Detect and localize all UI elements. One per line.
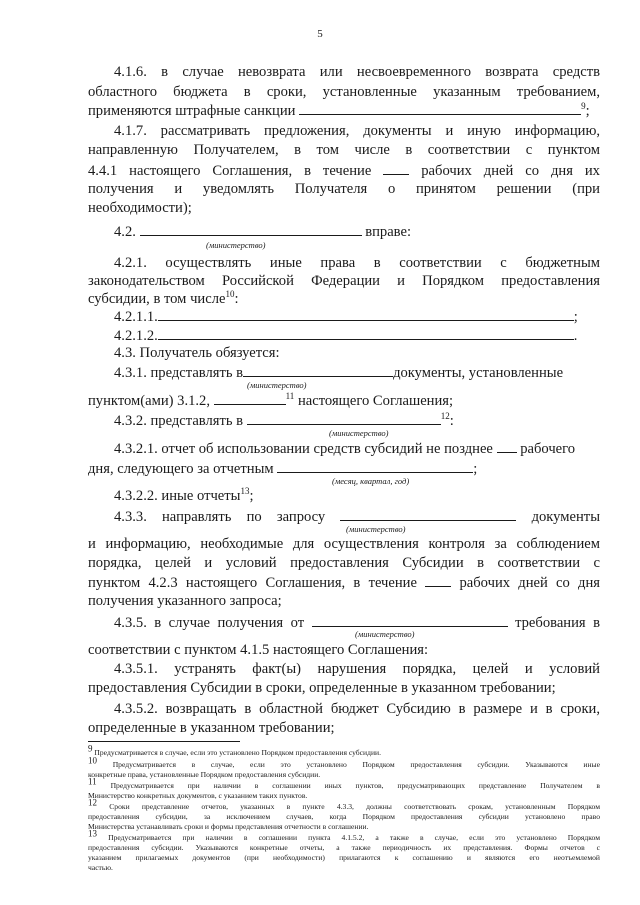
clause-4-2-number: 4.2.: [114, 224, 136, 240]
footnote-13-line-3: указанием прилагаемых документов (при необходимости) прилагаются к соглашению и являются его неотъемлемой: [88, 853, 600, 862]
clause-4-3-1-line-2: [88, 392, 600, 409]
ministry-blank-3: [247, 412, 441, 425]
footnote-ref-11: 11: [285, 391, 295, 402]
footnote-ref-13: 13: [240, 486, 250, 497]
ministry-blank-2: [243, 364, 393, 377]
footnote-12-line-1: Сроки представление отчетов, указанных в пункте 4.3.3, должны соответствовать срокам, установленным Порядком: [109, 802, 600, 811]
clause-4-1-6-line-2: областного бюджета в сроки, установленные указанным требованием,: [88, 84, 600, 100]
clause-4-3-2-text: 4.3.2. представлять в: [114, 413, 244, 429]
ministry-caption-4: (министерство): [346, 524, 406, 534]
punct: .: [573, 328, 578, 344]
clause-4-3-1-text-c: пунктом(ами) 3.1.2,: [88, 393, 210, 409]
points-blank: [214, 392, 286, 405]
clause-4-2-1-line-3: [88, 291, 600, 307]
punct: :: [234, 291, 239, 307]
footnote-separator: [88, 741, 240, 742]
clause-4-3-3-line-4: [88, 574, 600, 591]
footnote-13-line-4: частью.: [88, 863, 113, 872]
days-blank: [383, 162, 409, 175]
clause-4-3-5-2-line-2: определенные в указанном требовании;: [88, 720, 335, 736]
footnote-12-line-3: Министерства устанавливать сроки и формы представления отчетности в соглашении.: [88, 822, 369, 831]
footnote-10: [88, 755, 600, 780]
clause-4-3-5-text-a: 4.3.5. в случае получения от: [114, 615, 305, 631]
penalty-blank: [299, 102, 581, 115]
clause-4-2-1-1-line: [88, 308, 600, 325]
ministry-caption-3: (министерство): [329, 428, 389, 438]
punct: ;: [573, 309, 578, 325]
clause-4-3-2-line: [88, 412, 600, 429]
clause-4-1-6-line-1: 4.1.6. в случае невозврата или несвоевременного возврата средств: [114, 64, 600, 80]
clause-4-3-2-1-text-b: рабочего: [520, 441, 576, 457]
right-1-blank: [158, 308, 574, 321]
footnote-10-number: 10: [88, 755, 97, 766]
footnote-11-line-2: Министерство конкретных документов, с указанием таких пунктов.: [88, 791, 308, 800]
clause-4-3-5-1-line-2: предоставления Субсидии в сроки, определенные в указанном требовании;: [88, 680, 556, 696]
clause-4-1-7-line-2: направленную Получателем, в том числе в соответствии с пунктом: [88, 142, 600, 158]
clause-4-1-6-line-3: [88, 102, 600, 119]
clause-4-1-7-text-b: рабочих дней со дня их: [421, 163, 600, 179]
clause-4-3-2-2-line: [88, 488, 600, 504]
clause-4-1-6-text: применяются штрафные санкции: [88, 103, 296, 119]
ministry-blank-4: [340, 508, 516, 521]
clause-4-2-1-line-2: законодательством Российской Федерации и Порядком предоставления: [88, 273, 600, 289]
footnote-11: [88, 776, 600, 801]
clause-4-1-7-line-1: 4.1.7. рассматривать предложения, документы и иную информацию,: [114, 123, 600, 139]
footnote-11-line-1: Предусматривается при наличии в соглашении иных пунктов, предусматривающих представление Получателем в: [110, 781, 600, 790]
ministry-caption-5: (министерство): [355, 629, 415, 639]
clause-4-3-2-1-text-a: 4.3.2.1. отчет об использовании средств субсидий не позднее: [114, 441, 493, 457]
clause-4-1-7-line-3: [88, 162, 600, 179]
footnote-13-number: 13: [88, 828, 97, 839]
punct: ;: [249, 488, 254, 504]
clause-4-3-1-text-a: 4.3.1. представлять в: [114, 365, 244, 381]
clause-4-3-2-1-text-c: дня, следующего за отчетным: [88, 461, 274, 477]
clause-4-3-5-1-line-1: 4.3.5.1. устранять факт(ы) нарушения порядка, целей и условий: [114, 661, 600, 677]
clause-4-3-2-1-line-1: [88, 440, 600, 457]
footnote-9-text: Предусматривается в случае, если это установлено Порядком предоставления субсидии.: [94, 748, 381, 757]
punct: ;: [473, 461, 478, 477]
clause-4-1-7-text-a: 4.4.1 настоящего Соглашения, в течение: [88, 163, 372, 179]
clause-4-3-3-line-2: и информацию, необходимые для осуществления контроля за соблюдением: [88, 536, 600, 552]
footnote-13-line-1: Предусматривается при наличии в соглашении пункта 4.1.5.2, а также в случае, если это установлено Порядком: [108, 833, 600, 842]
period-caption: (месяц, квартал, год): [332, 476, 410, 486]
clause-4-3-5-2-line-1: 4.3.5.2. возвращать в областной бюджет Субсидию в размере и в сроки,: [114, 701, 600, 717]
clause-4-3-3-line-5: получения указанного запроса;: [88, 593, 282, 609]
ministry-blank-5: [312, 614, 508, 627]
footnote-ref-10: 10: [225, 289, 235, 300]
footnote-13: [88, 828, 600, 873]
clause-4-3-1-line-1: [88, 364, 600, 381]
period-blank: [277, 460, 473, 473]
clause-4-3-2-1-line-2: [88, 460, 600, 477]
clause-4-1-7-line-5: необходимости);: [88, 200, 192, 216]
clause-4-3-5-line-1: [88, 614, 600, 631]
clause-4-2-1-1-number: 4.2.1.1.: [114, 309, 158, 325]
clause-4-3-3-text-d: рабочих дней со дня: [459, 575, 601, 591]
clause-4-3-5-text-b: требования в: [515, 615, 600, 631]
clause-4-2-1-2-line: [88, 327, 600, 344]
clause-4-3-3-line-1: [88, 508, 600, 525]
footnote-9: [88, 743, 600, 758]
clause-4-3-3-text-a: 4.3.3. направлять по запросу: [114, 509, 326, 525]
punct: :: [449, 413, 454, 429]
footnote-11-number: 11: [88, 776, 97, 787]
clause-4-2-1-text: субсидии, в том числе: [88, 291, 226, 307]
footnote-ref-12: 12: [440, 411, 450, 422]
footnote-13-line-2: предоставления субсидии. Указываются конкретные отчеты, а также периодичность их представления. Формы отчетов с: [88, 843, 600, 852]
footnote-10-line-2: конкретные права, установленные Порядком предоставления субсидии.: [88, 770, 321, 779]
ministry-blank: [140, 223, 362, 236]
clause-4-3-line: 4.3. Получатель обязуется:: [114, 345, 280, 361]
clause-4-3-2-2-text: 4.3.2.2. иные отчеты: [114, 488, 241, 504]
clause-4-3-1-text-d: настоящего Соглашения;: [297, 393, 454, 409]
clause-4-3-3-text-c: пунктом 4.2.3 настоящего Соглашения, в течение: [88, 575, 417, 591]
clause-4-2-1-line-1: 4.2.1. осуществлять иные права в соответствии с бюджетным: [114, 255, 600, 271]
clause-4-3-3-line-3: порядка, целей и условий предоставления Субсидии в соответствии с: [88, 555, 600, 571]
footnote-9-number: 9: [88, 743, 93, 754]
ministry-caption-2: (министерство): [247, 380, 307, 390]
clause-4-1-7-line-4: получения и уведомлять Получателя о принятом решении (при: [88, 181, 600, 197]
clause-4-3-1-text-b: документы, установленные: [393, 365, 564, 381]
clause-4-3-3-text-b: документы: [531, 509, 600, 525]
footnote-12-line-2: предоставления субсидии, за исключением случаев, когда Порядком предоставления субсидии установлено право: [88, 812, 600, 821]
page-number: 5: [317, 28, 323, 40]
footnote-12-number: 12: [88, 797, 97, 808]
days-blank-2: [425, 574, 451, 587]
footnote-ref-9: 9: [581, 101, 586, 112]
clause-4-3-5-line-2: соответствии с пунктом 4.1.5 настоящего Соглашения:: [88, 642, 429, 658]
footnote-12: [88, 797, 600, 832]
clause-4-2-line: [88, 223, 600, 240]
punct: ;: [585, 103, 590, 119]
clause-4-2-1-2-number: 4.2.1.2.: [114, 328, 158, 344]
day-blank: [497, 440, 517, 453]
footnote-10-line-1: Предусматривается в случае, если это установлено Порядком предоставления субсидии. Указываются иные: [112, 760, 600, 769]
right-2-blank: [158, 327, 574, 340]
ministry-caption: (министерство): [206, 240, 266, 250]
clause-4-2-end: вправе:: [365, 224, 412, 240]
